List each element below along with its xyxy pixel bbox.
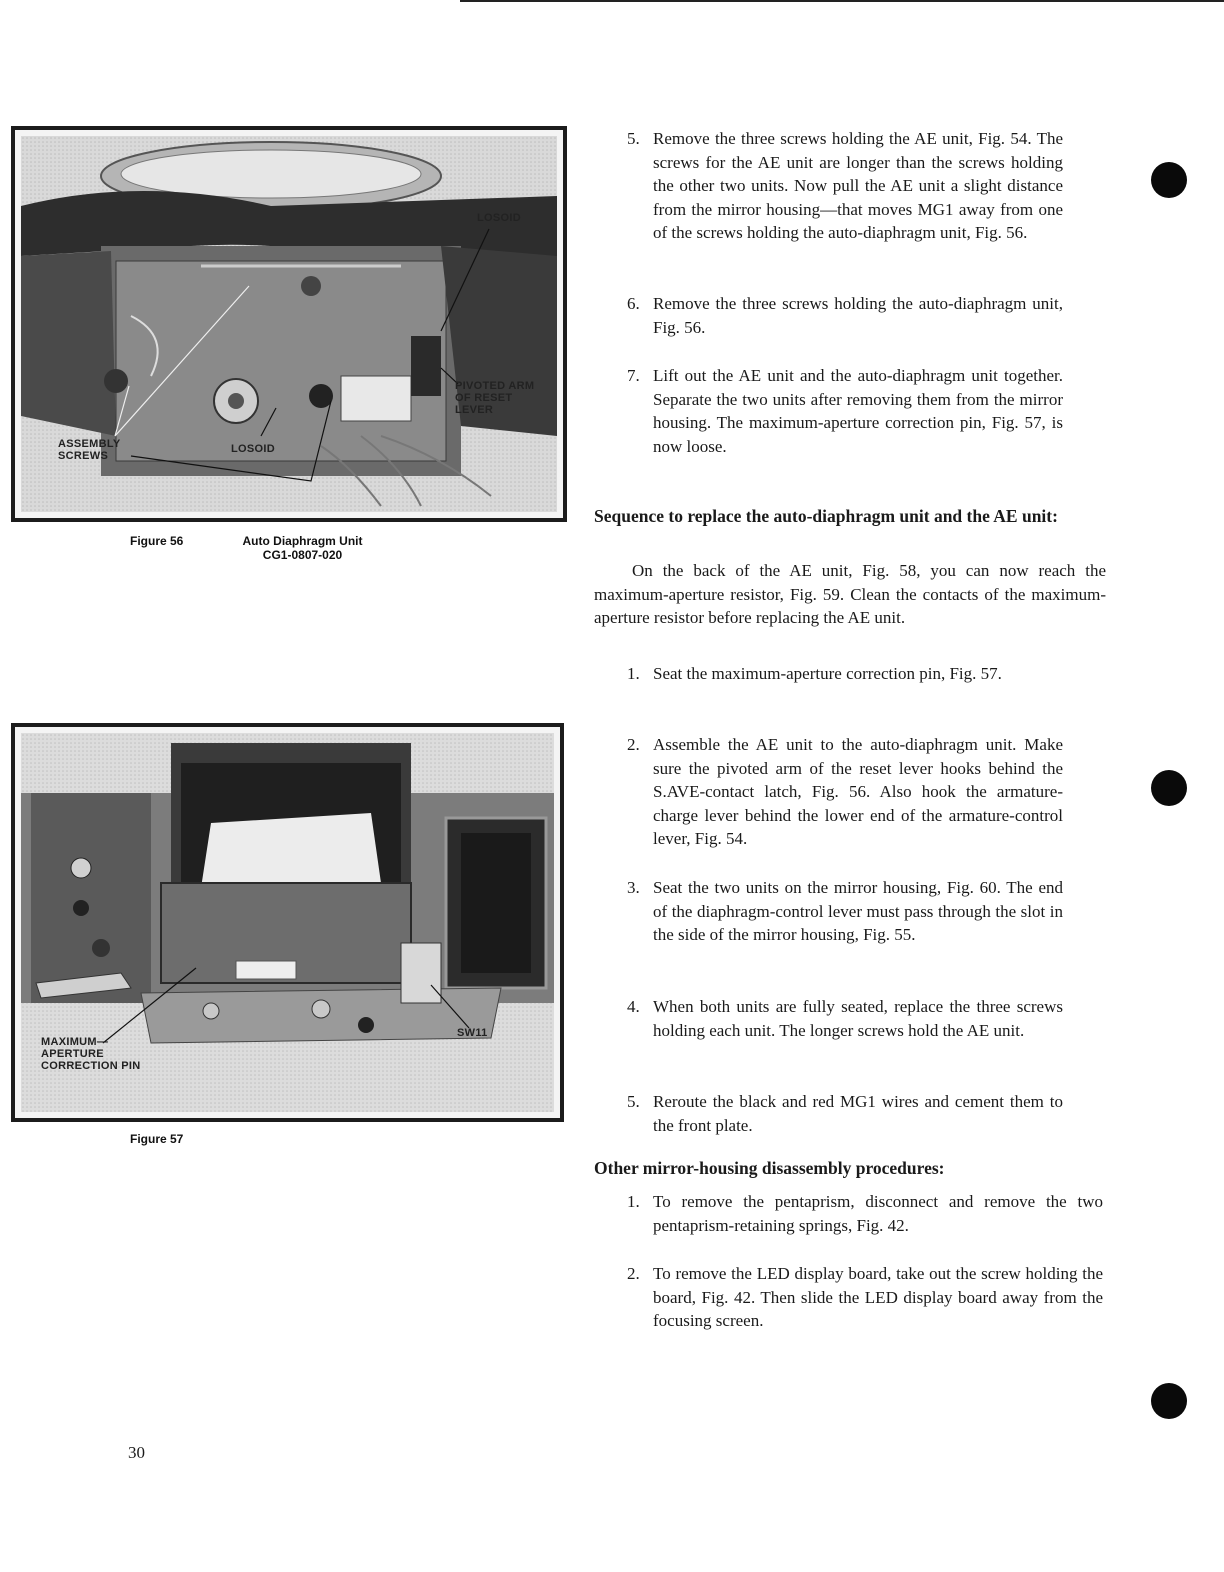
step-number: 7. <box>627 366 640 385</box>
step-text: To remove the LED display board, take out the screw holding the board, Fig. 42. Then slide the LED display board away from the focusing screen. <box>653 1264 1103 1330</box>
step-number: 1. <box>627 1192 640 1211</box>
removal-step <box>627 292 1063 339</box>
replace-step <box>627 662 1063 686</box>
figure-56-label: Figure 56 <box>130 534 184 548</box>
step-text: Remove the three screws holding the AE unit, Fig. 54. The screws for the AE unit are longer than the screws holding the other two units. Now pull the AE unit a slight distance from the mirror housing—that moves MG1 away from one of the screws holding the auto-diaphragm unit, Fig. 56. <box>653 129 1063 242</box>
binder-hole <box>1151 162 1187 198</box>
replace-step <box>627 876 1063 947</box>
step-number: 6. <box>627 294 640 313</box>
step-text: Lift out the AE unit and the auto-diaphragm unit together. Separate the two units after removing them from the mirror housing. The maximum-aperture correction pin, Fig. 57, is now loose. <box>653 366 1063 456</box>
replace-step <box>627 1090 1063 1137</box>
callout-losoid-bottom: LOSOID <box>231 443 275 455</box>
callout-pivoted-arm: PIVOTED ARM OF RESET LEVER <box>455 380 535 416</box>
binder-hole <box>1151 1383 1187 1419</box>
callout-maximum-aperture-correction-pin: MAXIMUM— APERTURE CORRECTION PIN <box>41 1036 141 1072</box>
replace-step <box>627 733 1063 851</box>
step-text: Reroute the black and red MG1 wires and cement them to the front plate. <box>653 1092 1063 1135</box>
callout-sw11: SW11 <box>457 1027 488 1039</box>
step-text: Seat the two units on the mirror housing, Fig. 60. The end of the diaphragm-control lever must pass through the slot in the side of the mirror housing, Fig. 55. <box>653 878 1063 944</box>
figure-57-label: Figure 57 <box>130 1132 184 1146</box>
replace-sequence-heading: Sequence to replace the auto-diaphragm unit and the AE unit: <box>594 506 1058 526</box>
step-number: 2. <box>627 735 640 754</box>
callout-losoid-top: LOSOID <box>477 212 521 224</box>
other-step <box>627 1190 1103 1237</box>
step-number: 5. <box>627 1092 640 1111</box>
binder-hole <box>1151 770 1187 806</box>
other-step <box>627 1262 1103 1333</box>
step-number: 5. <box>627 129 640 148</box>
callout-assembly-screws: ASSEMBLY SCREWS <box>58 438 121 462</box>
step-text: When both units are fully seated, replace the three screws holding each unit. The longer screws hold the AE unit. <box>653 997 1063 1040</box>
step-text: Seat the maximum-aperture correction pin, Fig. 57. <box>653 664 1002 683</box>
replace-intro-paragraph: On the back of the AE unit, Fig. 58, you can now reach the maximum-aperture resistor, Fig. 59. Clean the contacts of the maximum-aperture resistor before replacing the AE unit. <box>594 561 1106 627</box>
top-rule <box>460 0 1224 2</box>
figure-56-photo <box>11 126 567 522</box>
removal-step <box>627 127 1063 245</box>
other-procedures-heading: Other mirror-housing disassembly procedures: <box>594 1158 945 1178</box>
step-number: 2. <box>627 1264 640 1283</box>
step-text: Assemble the AE unit to the auto-diaphragm unit. Make sure the pivoted arm of the reset lever hooks behind the S.AVE-contact latch, Fig. 56. Also hook the armature-charge lever behind the lower end of the armature-control lever, Fig. 54. <box>653 735 1063 848</box>
figure-56-code: CG1-0807-020 <box>262 548 343 562</box>
step-text: Remove the three screws holding the auto-diaphragm unit, Fig. 56. <box>653 294 1063 337</box>
step-number: 3. <box>627 878 640 897</box>
page-number: 30 <box>128 1443 145 1462</box>
replace-step <box>627 995 1063 1042</box>
removal-step <box>627 364 1063 458</box>
figure-57-photo <box>11 723 564 1122</box>
step-number: 1. <box>627 664 640 683</box>
figure-56-title-text: Auto Diaphragm Unit <box>242 534 363 548</box>
figure-56-title <box>230 534 375 562</box>
step-number: 4. <box>627 997 640 1016</box>
step-text: To remove the pentaprism, disconnect and remove the two pentaprism-retaining springs, Fig. 42. <box>653 1192 1103 1235</box>
